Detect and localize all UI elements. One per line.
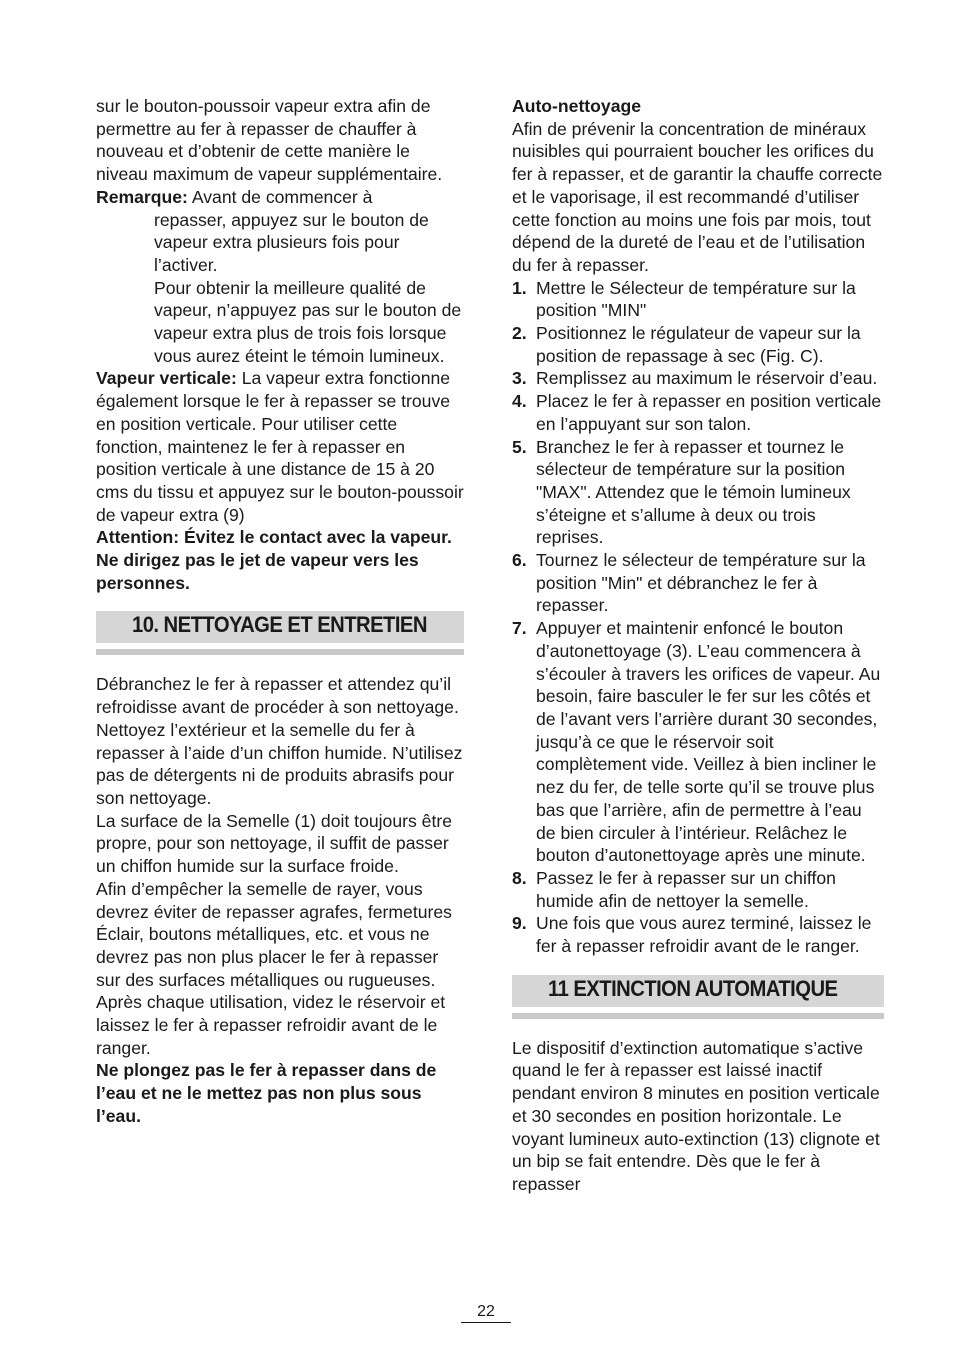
list-item — [512, 867, 884, 912]
remarque-text-1b: repasser, appuyez sur le bouton de vapeur extra plusieurs fois pour l’activer. — [154, 209, 429, 275]
step-number: 1. — [512, 277, 527, 298]
step-number: 8. — [512, 867, 527, 888]
list-item — [512, 617, 884, 867]
water-warning: Ne plongez pas le fer à repasser dans de l’eau et ne le mettez pas non plus sous l’eau. — [96, 1060, 437, 1126]
remarque-text-1a: Avant de commencer à — [187, 186, 373, 207]
list-item — [512, 436, 884, 550]
list-item — [512, 322, 884, 367]
section-11-header — [512, 975, 884, 1013]
vapeur-verticale-text: La vapeur extra fonctionne également lorsque le fer à repasser se trouve en position verticale. Pour utiliser cette fonction, maintenez le fer à repasser en position verticale à une distance de 15 à 20 cms du tissu et appuyez sur le bouton-poussoir de vapeur extra (9) — [96, 368, 464, 525]
step-text: Passez le fer à repasser sur un chiffon humide afin de nettoyer la semelle. — [536, 867, 836, 911]
step-number: 9. — [512, 913, 527, 934]
list-item — [512, 912, 884, 957]
remarque-text-2: Pour obtenir la meilleure qualité de vapeur, n’appuyez pas sur le bouton de vapeur extra plus de trois fois lorsque vous aurez éteint le témoin lumineux. — [154, 277, 462, 366]
auto-nettoyage-title: Auto-nettoyage — [512, 96, 642, 116]
step-text: Remplissez au maximum le réservoir d’eau. — [536, 368, 878, 389]
remarque-paragraph — [96, 186, 464, 209]
page-number: 22 — [461, 1303, 511, 1323]
step-text: Branchez le fer à repasser et tournez le sélecteur de température sur la position "MAX". Attendez que le témoin lumineux s’éteigne et s’allume à deux ou trois reprises. — [536, 436, 851, 548]
step-text: Mettre le Sélecteur de température sur la position "MIN" — [536, 277, 856, 321]
step-number: 2. — [512, 323, 527, 344]
section-10-title: 10. NETTOYAGE ET ENTRETIEN — [132, 612, 427, 638]
auto-nettoyage-steps — [512, 277, 884, 958]
section-11-title: 11 EXTINCTION AUTOMATIQUE — [548, 975, 838, 1001]
section-10-header — [96, 611, 464, 649]
cleaning-paragraph-5: Après chaque utilisation, videz le réservoir et laissez le fer à repasser refroidir avant de le ranger. — [96, 992, 446, 1058]
step-number: 5. — [512, 436, 527, 457]
auto-nettoyage-intro: Afin de prévenir la concentration de minéraux nuisibles qui pourraient boucher les orifices du fer à repasser, et de garantir la chauffe correcte et le vaporisage, il est recommandé d’utiliser cette fonction au moins une fois par mois, tout dépend de la dureté de l’eau et de l’utilisation du fer à repasser. — [512, 118, 883, 275]
extinction-paragraph: Le dispositif d’extinction automatique s’active quand le fer à repasser est laissé inactif pendant environ 8 minutes en position verticale et 30 secondes en position horizontale. Le voyant lumineux auto-extinction (13) clignote et un bip se fait entendre. Dès que le fer à repasser — [512, 1037, 880, 1194]
step-text: Placez le fer à repasser en position verticale en l’appuyant sur son talon. — [536, 391, 882, 434]
step-text: Positionnez le régulateur de vapeur sur la position de repassage à sec (Fig. C). — [536, 323, 861, 366]
step-text: Tournez le sélecteur de température sur la position "Min" et débranchez le fer à repasser. — [536, 550, 866, 616]
step-text: Appuyer et maintenir enfoncé le bouton d’autonettoyage (3). L’eau commencera à s’écouler à travers les orifices de vapeur. Au besoin, faire basculer le fer sur les côtés et de l’avant vers l’arrière durant 30 secondes, jusqu’à ce que le réservoir soit complètement vide. Veillez à bien incliner le nez du fer, de telle sorte qu’il se trouve plus bas que l’arrière, afin de permettre à l’eau de bien circuler à l’intérieur. Relâchez le bouton d’autonettoyage après une minute. — [536, 618, 881, 866]
attention-warning: Attention: Évitez le contact avec la vapeur. Ne dirigez pas le jet de vapeur vers les personnes. — [96, 527, 452, 593]
right-column — [512, 95, 884, 1196]
step-number: 6. — [512, 550, 527, 571]
step-number: 3. — [512, 368, 527, 389]
list-item — [512, 549, 884, 617]
cleaning-paragraph-4: Afin d’empêcher la semelle de rayer, vous devrez éviter de repasser agrafes, fermetures Éclair, boutons métalliques, etc. et vous ne devrez pas non plus placer le fer à repasser sur des surfaces métalliques ou rugueuses. — [96, 878, 452, 990]
list-item — [512, 367, 884, 390]
left-column — [96, 95, 464, 1128]
cleaning-paragraph-1: Débranchez le fer à repasser et attendez qu’il refroidisse avant de procéder à son nettoyage. — [96, 674, 459, 718]
cleaning-paragraph-3: La surface de la Semelle (1) doit toujours être propre, pour son nettoyage, il suffit de passer un chiffon humide sur la surface froide. — [96, 810, 452, 877]
list-item — [512, 390, 884, 435]
vapeur-verticale-label: Vapeur verticale: — [96, 368, 237, 389]
vapeur-verticale-paragraph — [96, 367, 464, 526]
list-item — [512, 277, 884, 322]
intro-paragraph: sur le bouton-poussoir vapeur extra afin de permettre au fer à repasser de chauffer à nouveau et d’obtenir de cette manière le niveau maximum de vapeur supplémentaire. — [96, 96, 443, 185]
step-number: 7. — [512, 618, 527, 639]
step-text: Une fois que vous aurez terminé, laissez le fer à repasser refroidir avant de le ranger. — [536, 913, 872, 957]
remarque-label: Remarque: — [96, 186, 188, 207]
step-number: 4. — [512, 391, 527, 412]
cleaning-paragraph-2: Nettoyez l’extérieur et la semelle du fer à repasser à l’aide d’un chiffon humide. N’utilisez pas de détergents ni de produits abrasifs pour son nettoyage. — [96, 719, 463, 808]
